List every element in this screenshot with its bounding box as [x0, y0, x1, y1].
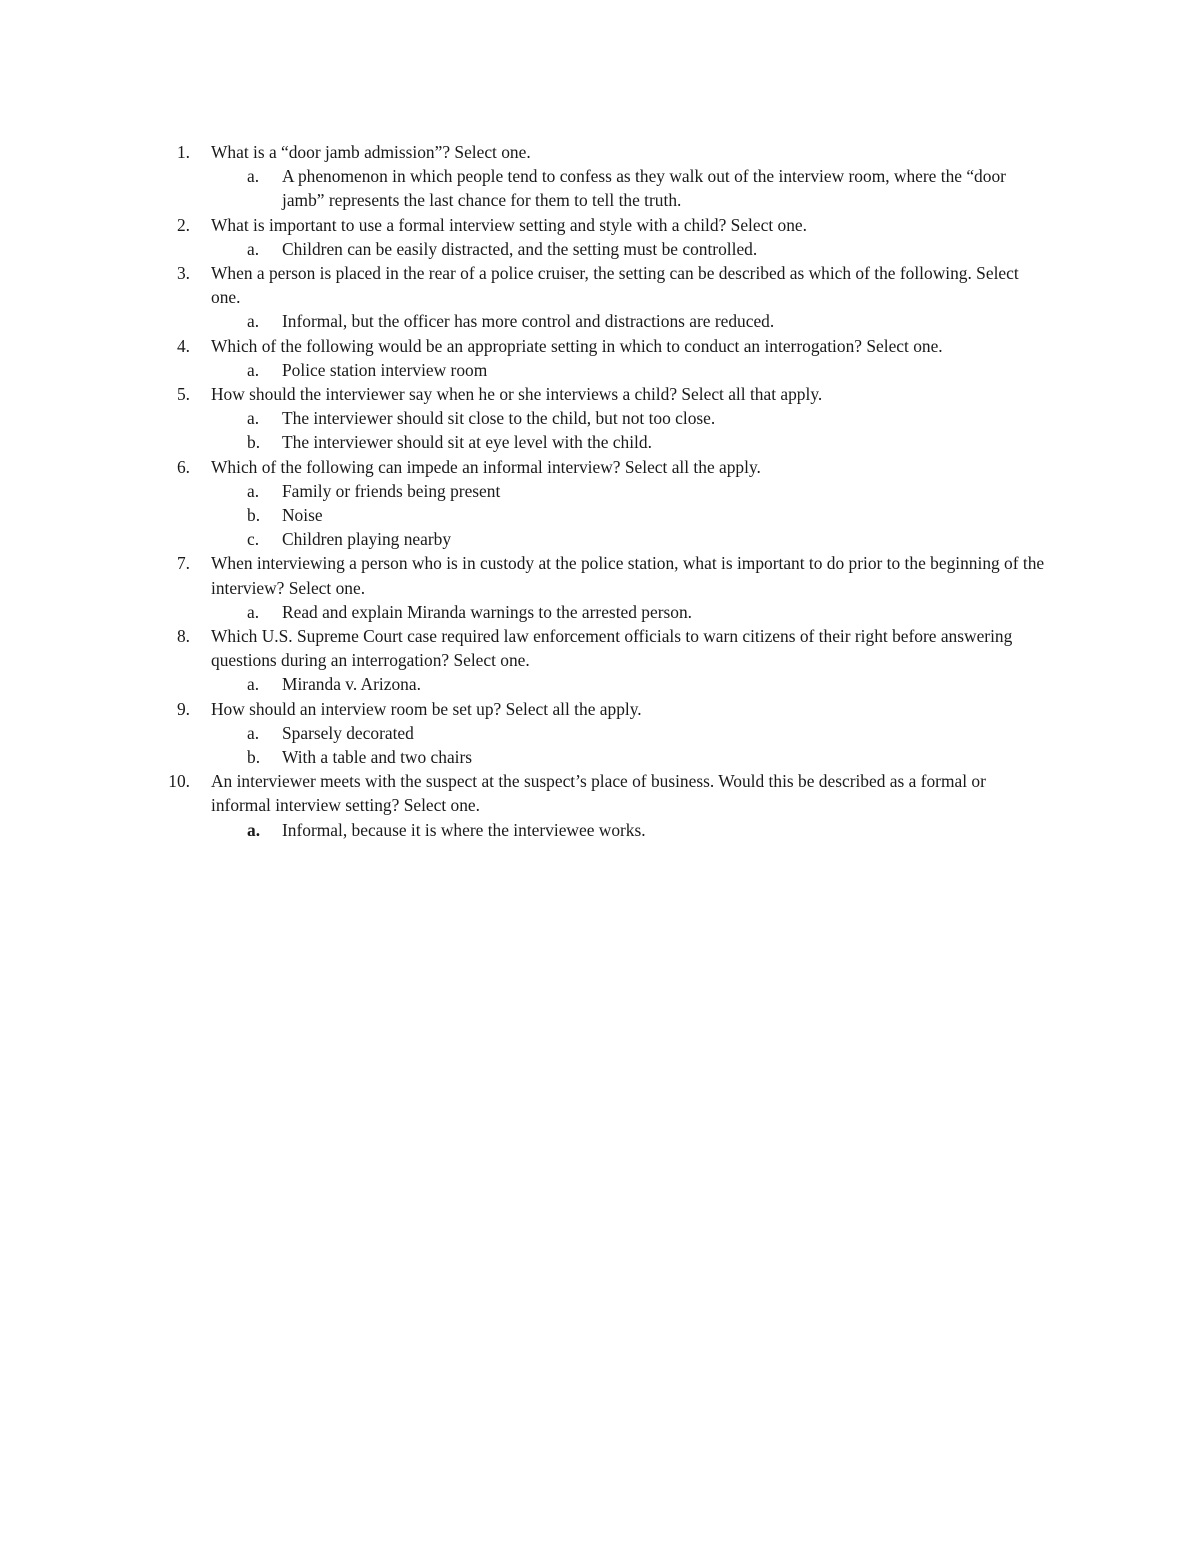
answer-item — [211, 745, 1050, 769]
answer-text: Miranda v. Arizona. — [282, 674, 421, 695]
answer-text: Family or friends being present — [282, 480, 501, 501]
question-number: 2. — [176, 214, 190, 235]
answer-list — [211, 721, 1050, 769]
question-number: 9. — [176, 698, 190, 719]
answer-letter: a. — [247, 311, 260, 332]
question-item — [0, 334, 1200, 382]
answer-item — [211, 503, 1050, 527]
question-number: 1. — [176, 142, 190, 162]
answer-item — [211, 406, 1050, 430]
answer-text: Informal, because it is where the interviewee works. — [282, 819, 646, 840]
answer-list — [211, 818, 1050, 842]
answer-item — [211, 721, 1050, 745]
answer-text: The interviewer should sit close to the child, but not too close. — [282, 408, 716, 429]
question-item — [0, 213, 1200, 261]
question-text: Which of the following can impede an informal interview? Select all the apply. — [211, 456, 761, 477]
answer-letter: a. — [247, 359, 260, 380]
question-number: 5. — [176, 384, 190, 405]
question-text: Which of the following would be an appropriate setting in which to conduct an interrogation? Select one. — [211, 335, 943, 356]
answer-list — [211, 406, 1050, 454]
answer-item — [211, 164, 1050, 212]
question-item — [0, 769, 1200, 842]
answer-text: Children can be easily distracted, and the setting must be controlled. — [282, 238, 758, 259]
answer-text: Informal, but the officer has more control and distractions are reduced. — [282, 311, 775, 332]
answer-text: Sparsely decorated — [282, 722, 414, 743]
question-text: What is a “door jamb admission”? Select one. — [211, 142, 531, 162]
answer-letter: a. — [247, 238, 260, 259]
answer-item — [211, 237, 1050, 261]
answer-list — [211, 479, 1050, 552]
answer-item — [211, 672, 1050, 696]
answer-item — [211, 430, 1050, 454]
answer-letter: b. — [247, 432, 261, 453]
answer-item — [211, 479, 1050, 503]
question-text: When a person is placed in the rear of a police cruiser, the setting can be described as which of the following. Select one. — [211, 263, 1019, 308]
question-number: 6. — [176, 456, 190, 477]
answer-letter: a. — [247, 480, 260, 501]
answer-letter: a. — [247, 166, 260, 187]
question-item — [0, 697, 1200, 770]
question-item — [0, 261, 1200, 334]
answer-letter: a. — [247, 674, 260, 695]
answer-item — [211, 600, 1050, 624]
answer-text: Noise — [282, 505, 323, 526]
question-number: 7. — [176, 553, 190, 574]
answer-list — [211, 600, 1050, 624]
answer-letter: a. — [247, 408, 260, 429]
answer-text: With a table and two chairs — [282, 747, 473, 768]
question-text: An interviewer meets with the suspect at the suspect’s place of business. Would this be described as a formal or informal interview setting? Select one. — [211, 771, 986, 816]
answer-item — [211, 527, 1050, 551]
question-text: What is important to use a formal interview setting and style with a child? Select one. — [211, 214, 807, 235]
answer-list — [211, 672, 1050, 696]
question-item — [0, 455, 1200, 552]
question-item — [0, 551, 1200, 624]
question-text: Which U.S. Supreme Court case required law enforcement officials to warn citizens of their right before answering questions during an interrogation? Select one. — [211, 626, 1013, 671]
question-item — [0, 140, 1200, 213]
answer-text: Police station interview room — [282, 359, 488, 380]
answer-letter: b. — [247, 505, 261, 526]
answer-letter: c. — [247, 529, 260, 550]
question-number: 10. — [168, 771, 190, 792]
answer-text: A phenomenon in which people tend to confess as they walk out of the interview room, where the “door jamb” represents the last chance for them to tell the truth. — [282, 166, 1006, 211]
answer-item — [211, 358, 1050, 382]
question-number: 4. — [176, 335, 190, 356]
answer-letter: b. — [247, 747, 261, 768]
answer-letter: a. — [247, 722, 260, 743]
answer-list — [211, 164, 1050, 212]
question-item — [0, 382, 1200, 455]
answer-item — [211, 818, 1050, 842]
answer-text: Read and explain Miranda warnings to the arrested person. — [282, 601, 692, 622]
answer-item — [211, 309, 1050, 333]
question-number: 8. — [176, 626, 190, 647]
answer-text: Children playing nearby — [282, 529, 452, 550]
question-item — [0, 624, 1200, 697]
answer-list — [211, 309, 1050, 333]
question-text: How should the interviewer say when he or she interviews a child? Select all that apply. — [211, 384, 823, 405]
answer-text: The interviewer should sit at eye level with the child. — [282, 432, 652, 453]
question-number: 3. — [176, 263, 190, 284]
question-text: When interviewing a person who is in custody at the police station, what is important to do prior to the beginning of the interview? Select one. — [211, 553, 1045, 598]
answer-list — [211, 237, 1050, 261]
question-text: How should an interview room be set up? Select all the apply. — [211, 698, 642, 719]
answer-list — [211, 358, 1050, 382]
answer-letter: a. — [247, 819, 261, 840]
question-list — [0, 140, 1200, 842]
answer-letter: a. — [247, 601, 260, 622]
